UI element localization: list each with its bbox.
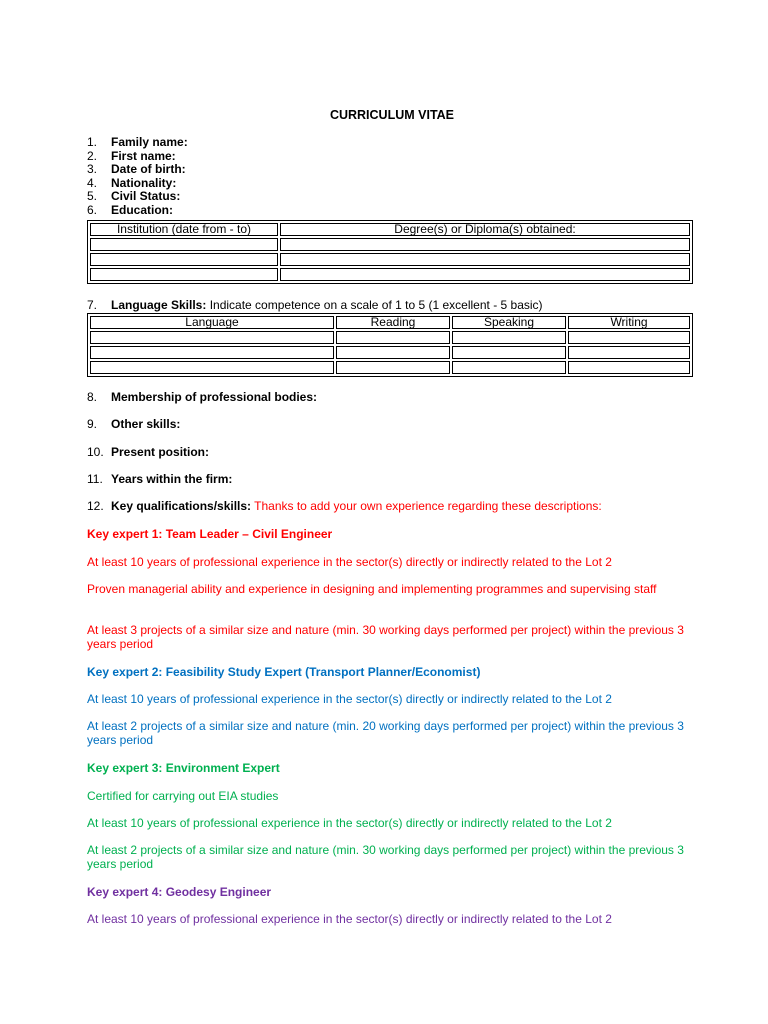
table-row (90, 361, 690, 374)
item-number: 10. (87, 445, 104, 459)
expert-4-heading: Key expert 4: Geodesy Engineer (87, 885, 272, 899)
expert-2-requirement: At least 2 projects of a similar size and nature (min. 20 working days performed per project) within the previous 3 years period (87, 719, 684, 747)
item-number: 9. (87, 417, 98, 431)
item-label: Civil Status: (111, 189, 181, 204)
expert-1-heading: Key expert 1: Team Leader – Civil Engineer (87, 527, 333, 541)
item-label: Key qualifications/skills: (111, 499, 252, 513)
item-number: 4. (87, 175, 98, 190)
table-cell[interactable] (336, 361, 450, 374)
key-qualifications-note: Thanks to add your own experience regarding these descriptions: (251, 499, 602, 513)
table-row (90, 253, 690, 266)
list-item-first-name (87, 150, 687, 164)
table-row (90, 238, 690, 251)
education-table (87, 220, 693, 284)
header-speaking: Speaking (452, 316, 566, 329)
item-number: 3. (87, 162, 98, 177)
list-item-other-skills (87, 417, 687, 431)
table-cell[interactable] (90, 346, 334, 359)
table-cell[interactable] (280, 238, 690, 251)
item-label: Present position: (111, 445, 210, 459)
personal-details-list (87, 136, 687, 218)
item-number: 6. (87, 202, 98, 217)
expert-4-requirement: At least 10 years of professional experience in the sector(s) directly or indirectly related to the Lot 2 (87, 912, 612, 926)
item-label: First name: (111, 148, 176, 163)
table-cell[interactable] (452, 361, 566, 374)
table-cell[interactable] (90, 268, 278, 281)
table-row (90, 331, 690, 344)
list-item-civil-status (87, 190, 687, 204)
header-reading: Reading (336, 316, 450, 329)
item-label: Date of birth: (111, 162, 186, 177)
expert-2-heading: Key expert 2: Feasibility Study Expert (Transport Planner/Economist) (87, 665, 481, 679)
language-table (87, 313, 693, 377)
expert-3-requirement: Certified for carrying out EIA studies (87, 789, 279, 803)
item-number: 12. (87, 499, 104, 513)
table-cell[interactable] (452, 331, 566, 344)
list-item-present-position (87, 445, 687, 459)
table-cell[interactable] (90, 331, 334, 344)
table-header-row (90, 316, 690, 329)
list-item-education (87, 204, 687, 218)
table-header-row (90, 223, 690, 236)
header-degree: Degree(s) or Diploma(s) obtained: (280, 223, 690, 236)
page-title: CURRICULUM VITAE (329, 108, 455, 122)
table-cell[interactable] (452, 346, 566, 359)
table-cell[interactable] (90, 361, 334, 374)
list-item-date-of-birth (87, 163, 687, 177)
expert-1-requirement: At least 3 projects of a similar size and nature (min. 30 working days performed per project) within the previous 3 years period (87, 623, 684, 651)
item-number: 2. (87, 148, 98, 163)
header-writing: Writing (568, 316, 690, 329)
item-label: Nationality: (111, 175, 177, 190)
language-skills-item (87, 298, 687, 312)
table-cell[interactable] (336, 331, 450, 344)
table-cell[interactable] (568, 346, 690, 359)
table-cell[interactable] (280, 253, 690, 266)
item-label: Family name: (111, 135, 188, 149)
table-cell[interactable] (90, 238, 278, 251)
expert-1-requirement: Proven managerial ability and experience in designing and implementing programmes and supervising staff (87, 582, 657, 596)
item-label: Language Skills: (111, 298, 207, 312)
item-label: Membership of professional bodies: (111, 390, 318, 404)
item-number: 11. (87, 472, 103, 486)
table-cell[interactable] (336, 346, 450, 359)
item-number: 7. (87, 298, 98, 312)
item-number: 1. (87, 135, 98, 149)
table-cell[interactable] (90, 253, 278, 266)
item-number: 5. (87, 189, 98, 204)
expert-3-heading: Key expert 3: Environment Expert (87, 761, 280, 775)
list-item-years-within-firm (87, 472, 687, 486)
table-cell[interactable] (280, 268, 690, 281)
list-item-membership (87, 390, 687, 404)
header-institution: Institution (date from - to) (90, 223, 278, 236)
table-cell[interactable] (568, 361, 690, 374)
language-note: Indicate competence on a scale of 1 to 5 (1 excellent - 5 basic) (206, 298, 543, 312)
table-row (90, 268, 690, 281)
item-label: Years within the firm: (111, 472, 233, 486)
item-label: Education: (111, 202, 173, 217)
list-item-nationality (87, 177, 687, 191)
expert-3-requirement: At least 10 years of professional experience in the sector(s) directly or indirectly related to the Lot 2 (87, 816, 612, 830)
list-item-family-name (87, 136, 687, 150)
item-label: Other skills: (111, 417, 181, 431)
item-number: 8. (87, 390, 98, 404)
expert-2-requirement: At least 10 years of professional experience in the sector(s) directly or indirectly related to the Lot 2 (87, 692, 612, 706)
table-cell[interactable] (568, 331, 690, 344)
expert-1-requirement: At least 10 years of professional experience in the sector(s) directly or indirectly related to the Lot 2 (87, 555, 612, 569)
header-language: Language (90, 316, 334, 329)
expert-3-requirement: At least 2 projects of a similar size and nature (min. 30 working days performed per project) within the previous 3 years period (87, 843, 684, 871)
list-item-key-qualifications (87, 499, 687, 513)
table-row (90, 346, 690, 359)
